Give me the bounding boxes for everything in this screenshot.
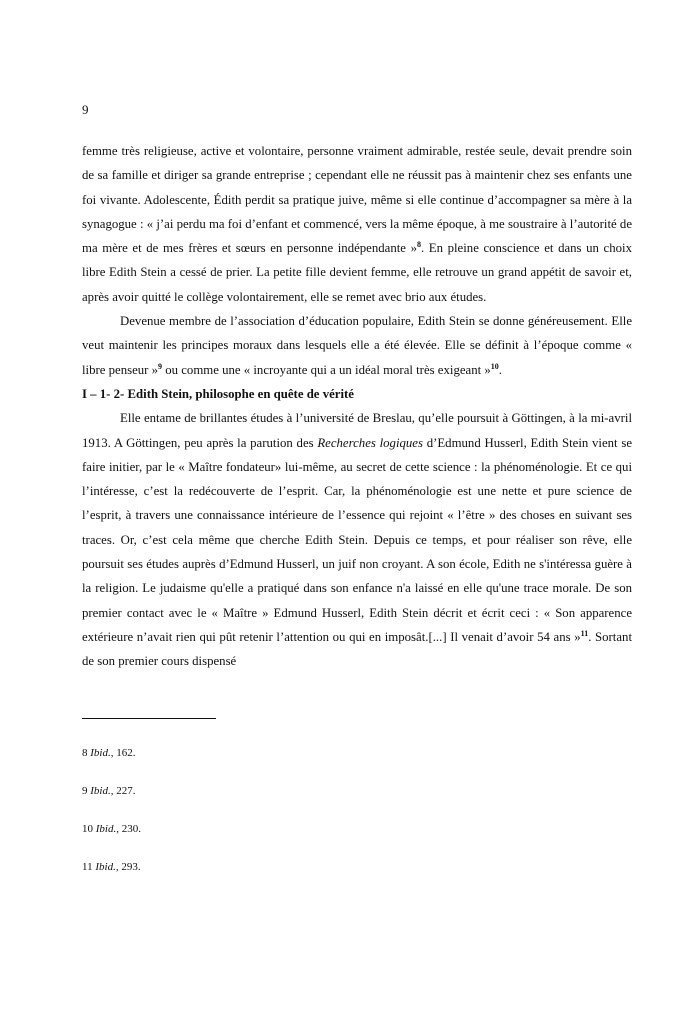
body-text [82, 139, 632, 674]
footnote-rest: 293. [118, 861, 141, 873]
footnote-ref: Ibid. [95, 823, 117, 835]
paragraph-3-text-b: d’Edmund Husserl, Edith Stein vient se faire initier, par le « Maître fondateur» lui-même, au secret de cette science : la phénoménologie. Et ce qui l’intéresse, c’est la redécouverte de l’esprit. Car, la phénoménologie est une nette et pure science de l’esprit, à travers une connaissance intérieure de l’essence qui rejoint « l’être » des choses en suivant ses traces. Or, c’est cela même que cherche Edith Stein. Depuis ce temps, et pour réaliser son rêve, elle poursuit ses études auprès d’Edmund Husserl, un juif non croyant. A son école, Edith ne s'intéressa guère à la religion. Le judaisme qu'elle a pratiqué dans son enfance n'a laissé en elle qu'une trace morale. De son premier contact avec le « Maître » Edmund Husserl, Edith Stein décrit et écrit ceci : « Son apparence extérieure n’avait rien qui pût retenir l’attention ou qui en imposât.[...] Il venait d’avoir 54 ans » [82, 435, 633, 644]
footnote-ref-10[interactable]: 10 [490, 361, 499, 371]
paragraph-1-text-a: femme très religieuse, active et volontaire, personne vraiment admirable, restée seule, devait prendre soin de sa famille et diriger sa grande entreprise ; cependant elle ne réussit pas à maintenir chez ses enfants une foi vivante. Adolescente, Édith perdit sa pratique juive, même si elle continue d’accompagner sa mère à la synagogue : « j’ai perdu ma foi d’enfant et commencé, vers la même époque, à me soustraire à l’autorité de ma mère et de mes frères et sœurs en personne indépendante » [82, 144, 632, 256]
footnote-9 [82, 783, 632, 821]
footnotes [82, 745, 632, 897]
paragraph-2-text-c: . [498, 362, 502, 377]
paragraph-2 [82, 309, 632, 382]
footnote-ref: Ibid., [95, 861, 119, 873]
footnote-rest: , 230. [116, 823, 141, 835]
footnote-11 [82, 859, 632, 897]
footnote-ref-9[interactable]: 9 [158, 361, 163, 371]
footnote-number: 11 [82, 861, 93, 873]
section-heading: I – 1- 2- Edith Stein, philosophe en quête de vérité [82, 386, 354, 401]
footnote-ref: Ibid. [90, 747, 111, 759]
footnote-separator [82, 718, 216, 719]
paragraph-2-text-a: Devenue membre de l’association d’éducation populaire, Edith Stein se donne généreusement. Elle veut maintenir les principes moraux dans lesquels elle a été élevée. Elle se définit à l’époque comme « libre penseur » [82, 314, 632, 377]
footnote-ref: Ibid. [90, 785, 111, 797]
footnote-number: 8 [82, 747, 88, 759]
footnote-rest: , 162. [110, 747, 136, 759]
paragraph-3-text-c: . Sortant de son premier cours dispensé [82, 629, 632, 669]
footnote-rest: , 227. [110, 785, 136, 797]
book-title: Recherches logiques [317, 435, 423, 450]
paragraph-3 [82, 406, 632, 673]
footnote-10 [82, 821, 632, 859]
footnote-ref-8[interactable]: 8 [416, 240, 421, 250]
footnote-number: 10 [82, 823, 93, 835]
paragraph-3-text-a: Elle entame de brillantes études à l’université de Breslau, qu’elle poursuit à Göttingen, à la mi-avril 1913. A Göttingen, peu après la parution des [82, 411, 632, 450]
paragraph-1-text-b: . En pleine conscience et dans un choix libre Edith Stein a cessé de prier. La petite fille devient femme, elle retrouve un grand appétit de savoir et, après avoir quitté le collège volontairement, elle se remet avec brio aux études. [82, 241, 632, 304]
paragraph-1 [82, 139, 632, 309]
paragraph-2-text-b: ou comme une « incroyante qui a un idéal moral très exigeant » [162, 362, 491, 377]
page-number: 9 [82, 102, 89, 117]
footnote-number: 9 [82, 785, 88, 797]
footnote-8 [82, 745, 632, 783]
footnote-ref-11[interactable]: 11 [580, 628, 589, 638]
